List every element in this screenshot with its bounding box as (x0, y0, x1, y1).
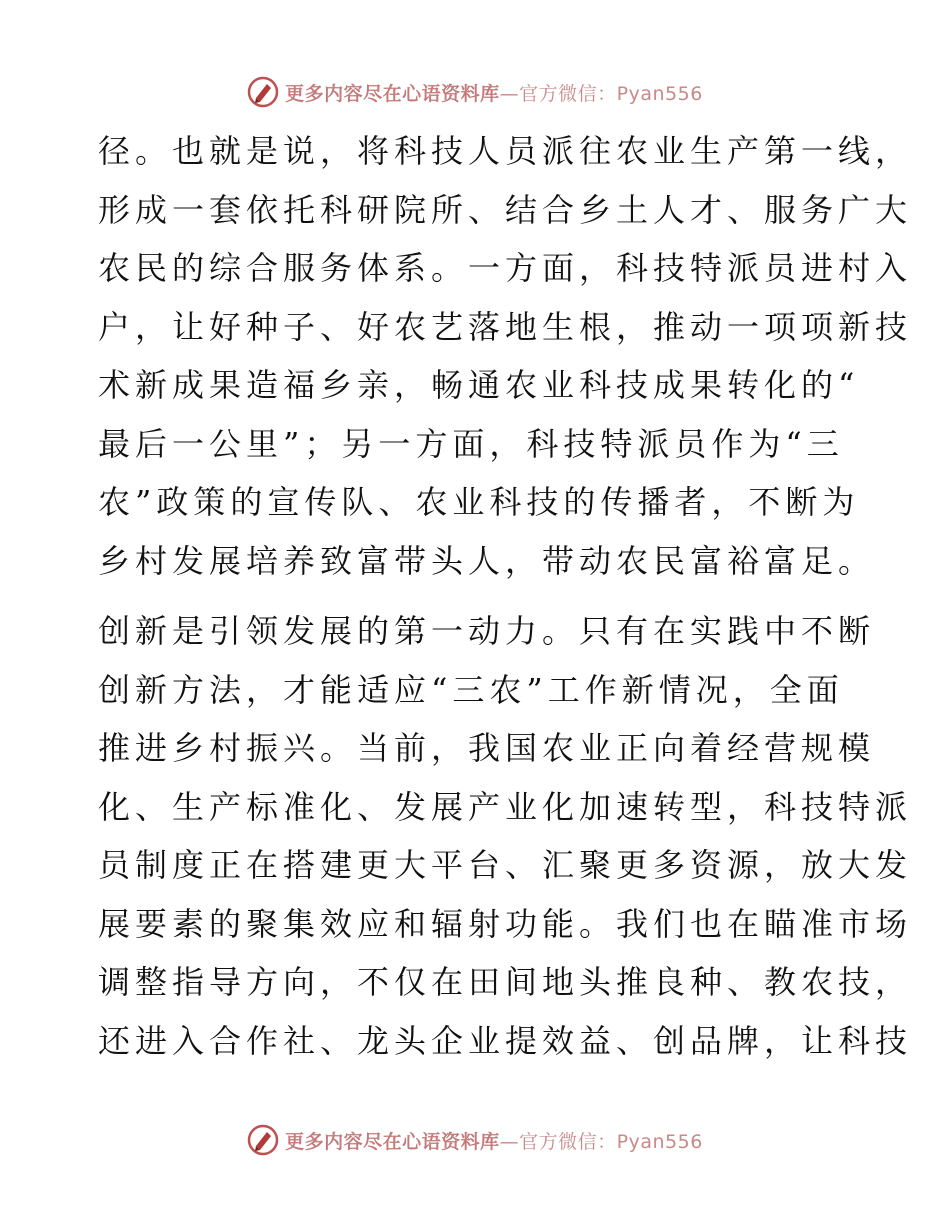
header-banner-bold: 更多内容尽在心语资料库 (285, 82, 500, 105)
footer-banner-bold: 更多内容尽在心语资料库 (285, 1130, 500, 1153)
paragraph-1 (98, 122, 913, 590)
text-line: 化、生产标准化、发展产业化加速转型，科技特派 (98, 787, 913, 826)
text-line: 展要素的聚集效应和辐射功能。我们也在瞄准市场 (98, 904, 913, 943)
document-body (98, 122, 913, 1070)
text-line: 推进乡村振兴。当前，我国农业正向着经营规模 (98, 729, 876, 767)
pen-nib-logo-icon (247, 76, 279, 108)
text-line: 创新是引领发展的第一动力。只有在实践中不断 (98, 612, 876, 650)
pen-nib-logo-icon (247, 1124, 279, 1156)
header-banner-wechat: —官方微信：Pyan556 (499, 82, 703, 105)
text-line: 最后一公里”；另一方面，科技特派员作为“三 (98, 424, 844, 463)
header-banner-text (285, 79, 703, 106)
text-line: 乡村发展培养致富带头人，带动农民富裕富足。 (98, 541, 876, 580)
text-line: 调整指导方向，不仅在田间地头推良种、教农技， (98, 963, 913, 1001)
text-line: 形成一套依托科研院所、结合乡土人才、服务广大 (98, 190, 913, 229)
footer-banner-wechat: —官方微信：Pyan556 (499, 1130, 703, 1153)
text-line: 还进入合作社、龙头企业提效益、创品牌，让科技 (98, 1021, 913, 1060)
text-line: 农”政策的宣传队、农业科技的传播者，不断为 (98, 483, 860, 521)
header-banner (0, 72, 950, 112)
text-line: 径。也就是说，将科技人员派往农业生产第一线， (98, 132, 913, 170)
footer-banner-text (285, 1127, 703, 1154)
text-line: 创新方法，才能适应“三农”工作新情况，全面 (98, 670, 844, 709)
text-line: 农民的综合服务体系。一方面，科技特派员进村入 (98, 249, 913, 287)
text-line: 术新成果造福乡亲，畅通农业科技成果转化的“ (98, 366, 860, 404)
paragraph-spacer (98, 590, 858, 602)
text-line: 户，让好种子、好农艺落地生根，推动一项项新技 (98, 307, 913, 346)
text-line: 员制度正在搭建更大平台、汇聚更多资源，放大发 (98, 846, 913, 884)
paragraph-2 (98, 602, 913, 1070)
footer-banner (0, 1120, 950, 1160)
